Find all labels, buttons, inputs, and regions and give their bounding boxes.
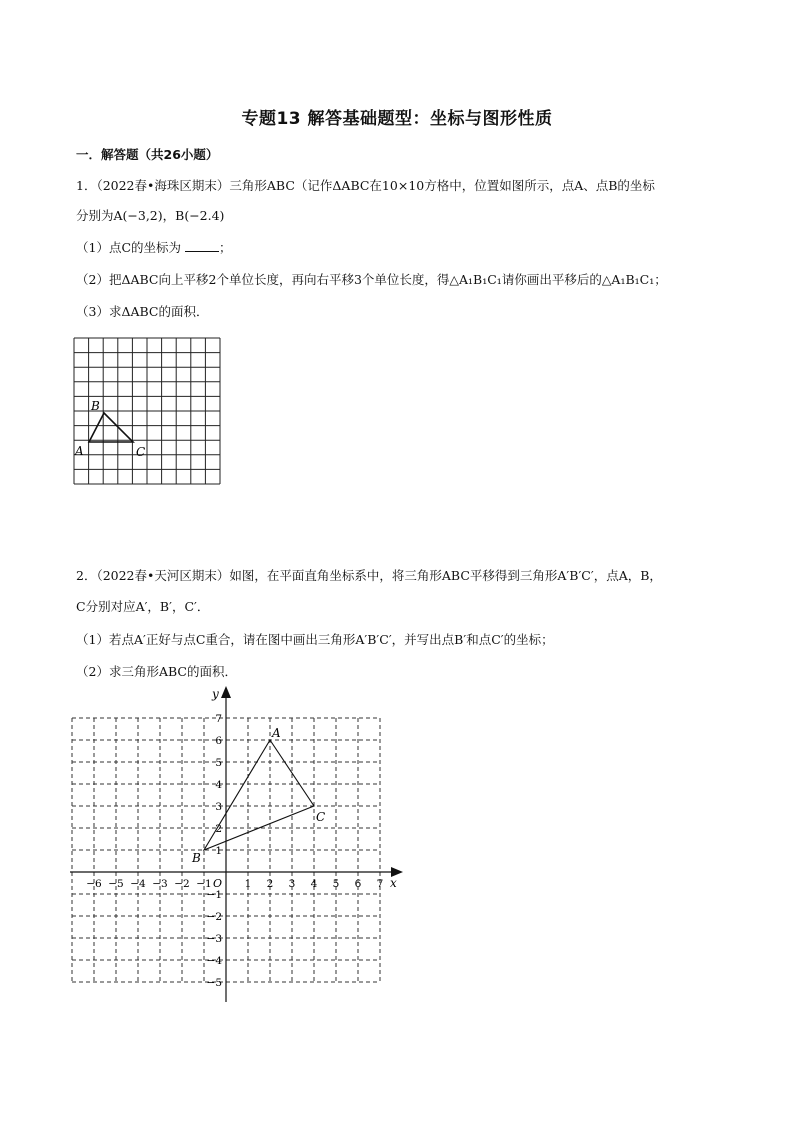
q1-part3: （3）求ΔABC的面积． [76,304,209,319]
q2-label-c: C [316,810,326,824]
y-axis-arrow [221,686,231,698]
q1-part1-prefix: （1）点C的坐标为 [76,240,182,255]
q1-part2: （2）把ΔABC向上平移2个单位长度，再向右平移3个单位长度，得△A₁B₁C₁请你画出平移后的△A₁B₁C₁； [76,272,667,287]
y-tick-label: −5 [206,977,222,989]
y-axis-label: y [212,687,219,701]
y-tick-labels [207,713,223,989]
x-tick-label: 4 [310,878,318,890]
x-tick-label: 2 [266,878,274,890]
x-tick-label: −6 [86,878,102,890]
q1-line2: 分别为A(−3,2)，B(−2.4) [76,208,225,223]
x-tick-label: −1 [196,878,212,890]
y-tick-label: −3 [206,933,222,945]
y-tick-label: 7 [215,713,222,725]
y-tick-label: 4 [215,779,222,791]
x-tick-label: 7 [376,878,384,890]
x-tick-label: 5 [332,878,340,890]
page-title: 专题13 解答基础题型：坐标与图形性质 [241,109,553,129]
q2-label-a: A [272,726,281,740]
x-tick-label: −4 [130,878,146,890]
y-tick-label: 1 [215,845,222,857]
q1-triangle-abc [89,413,133,442]
q2-part2: （2）求三角形ABC的面积． [76,664,237,679]
x-tick-label: 1 [244,878,252,890]
y-tick-label: 3 [215,801,222,813]
y-tick-label: −2 [206,911,222,923]
q1-label-b: B [91,399,100,413]
x-tick-label: 3 [288,878,296,890]
q2-part1: （1）若点A′正好与点C重合，请在图中画出三角形A′B′C′，并写出点B′和点C′的坐标； [76,632,554,647]
q1-line1: 1．（2022春•海珠区期末）三角形ABC（记作ΔABC在10×10方格中，位置如图所示，点A、点B的坐标 [76,178,655,193]
y-tick-label: 2 [215,823,222,835]
y-tick-label: −4 [206,955,222,967]
y-tick-label: −1 [206,889,222,901]
q1-label-a: A [75,444,84,458]
q2-line2: C分别对应A′，B′，C′． [76,599,210,614]
q1-label-c: C [136,445,146,459]
y-tick-label: 5 [215,757,222,769]
x-axis-label: x [390,876,397,890]
q2-line1: 2．（2022春•天河区期末）如图，在平面直角坐标系中，将三角形ABC平移得到三角形A′B′C′，点A，B， [76,568,662,583]
section-heading: 一．解答题（共26小题） [76,147,219,162]
q1-grid-figure [60,330,240,495]
x-tick-labels [86,878,383,890]
x-tick-label: −5 [108,878,124,890]
q2-label-b: B [192,851,201,865]
q1-part1-suffix: ； [219,240,232,255]
x-tick-label: −2 [174,878,190,890]
q2-coordinate-figure [60,680,420,1010]
y-tick-label: 6 [215,735,222,747]
x-tick-label: −3 [152,878,168,890]
q1-answer-blank[interactable] [185,239,219,252]
origin-label: O [213,877,223,890]
x-tick-label: 6 [354,878,362,890]
q1-part1 [76,239,232,256]
